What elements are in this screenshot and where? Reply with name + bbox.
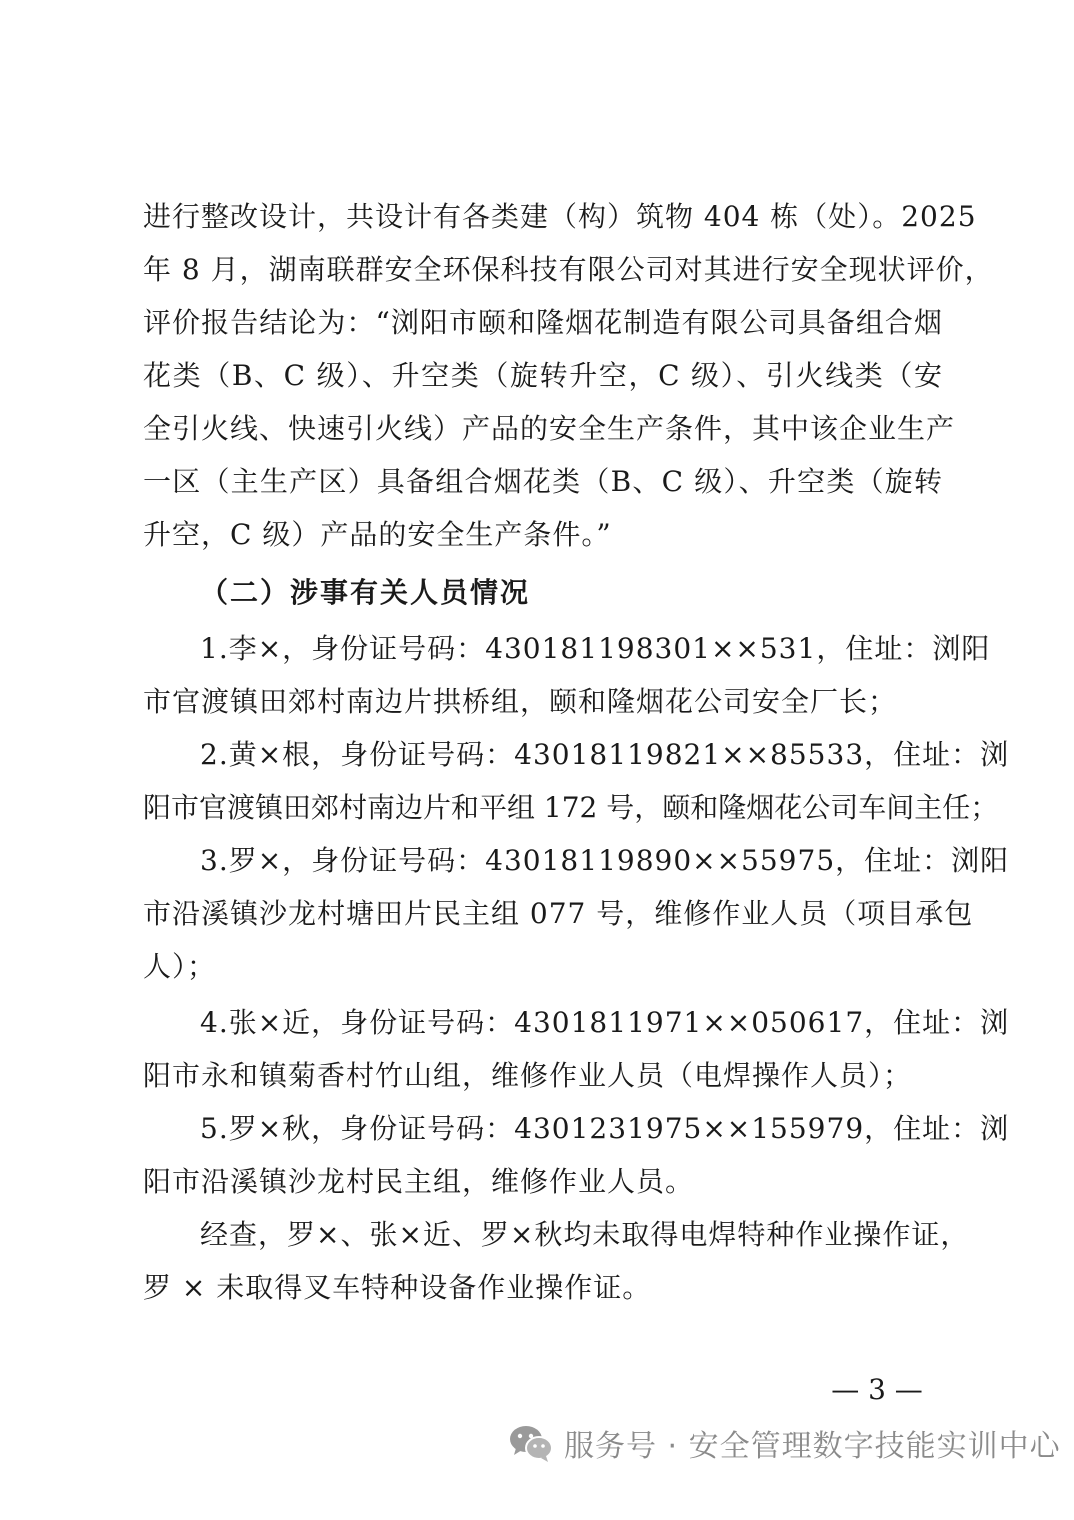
paragraph-line: 升空，C 级）产品的安全生产条件。”	[143, 518, 612, 551]
person-line: 阳市永和镇菊香村竹山组，维修作业人员（电焊操作人员）；	[143, 1059, 913, 1092]
conclusion-line: 经查，罗×、张×近、罗×秋均未取得电焊特种作业操作证，	[200, 1218, 970, 1251]
paragraph-line: 一区（主生产区）具备组合烟花类（B、C 级）、升空类（旋转	[143, 465, 943, 498]
person-line: 3.罗×，身份证号码：43018119890××55975，住址：浏阳	[200, 844, 1010, 877]
paragraph-line: 花类（B、C 级）、升空类（旋转升空，C 级）、引火线类（安	[143, 359, 943, 392]
person-line: 阳市官渡镇田郊村南边片和平组 172 号，颐和隆烟花公司车间主任；	[143, 791, 999, 824]
watermark-text: 服务号 · 安全管理数字技能实训中心	[564, 1429, 1061, 1464]
page-number: — 3 —	[831, 1373, 923, 1406]
paragraph-line: 年 8 月，湖南联群安全环保科技有限公司对其进行安全现状评价，	[143, 253, 994, 286]
person-line: 1.李×，身份证号码：430181198301××531，住址：浏阳	[200, 632, 991, 665]
paragraph-line: 评价报告结论为：“浏阳市颐和隆烟花制造有限公司具备组合烟	[143, 306, 943, 339]
person-line: 2.黄×根，身份证号码：43018119821××85533，住址：浏	[200, 738, 1010, 771]
paragraph-line: 进行整改设计，共设计有各类建（构）筑物 404 栋（处）。2025	[143, 200, 977, 233]
conclusion-line: 罗 × 未取得叉车特种设备作业操作证。	[143, 1271, 652, 1304]
person-line: 4.张×近，身份证号码：4301811971××050617，住址：浏	[200, 1006, 1010, 1039]
section-heading: （二）涉事有关人员情况	[200, 576, 531, 609]
person-line: 阳市沿溪镇沙龙村民主组，维修作业人员。	[143, 1165, 695, 1198]
wechat-icon	[508, 1423, 554, 1463]
person-line: 5.罗×秋，身份证号码：4301231975××155979，住址：浏	[200, 1112, 1010, 1145]
person-line: 人）；	[143, 950, 217, 983]
watermark	[508, 1418, 1061, 1468]
person-line: 市官渡镇田郊村南边片拱桥组，颐和隆烟花公司安全厂长；	[143, 685, 898, 718]
paragraph-line: 全引火线、快速引火线）产品的安全生产条件，其中该企业生产	[143, 412, 956, 445]
person-line: 市沿溪镇沙龙村塘田片民主组 077 号，维修作业人员（项目承包	[143, 897, 974, 930]
